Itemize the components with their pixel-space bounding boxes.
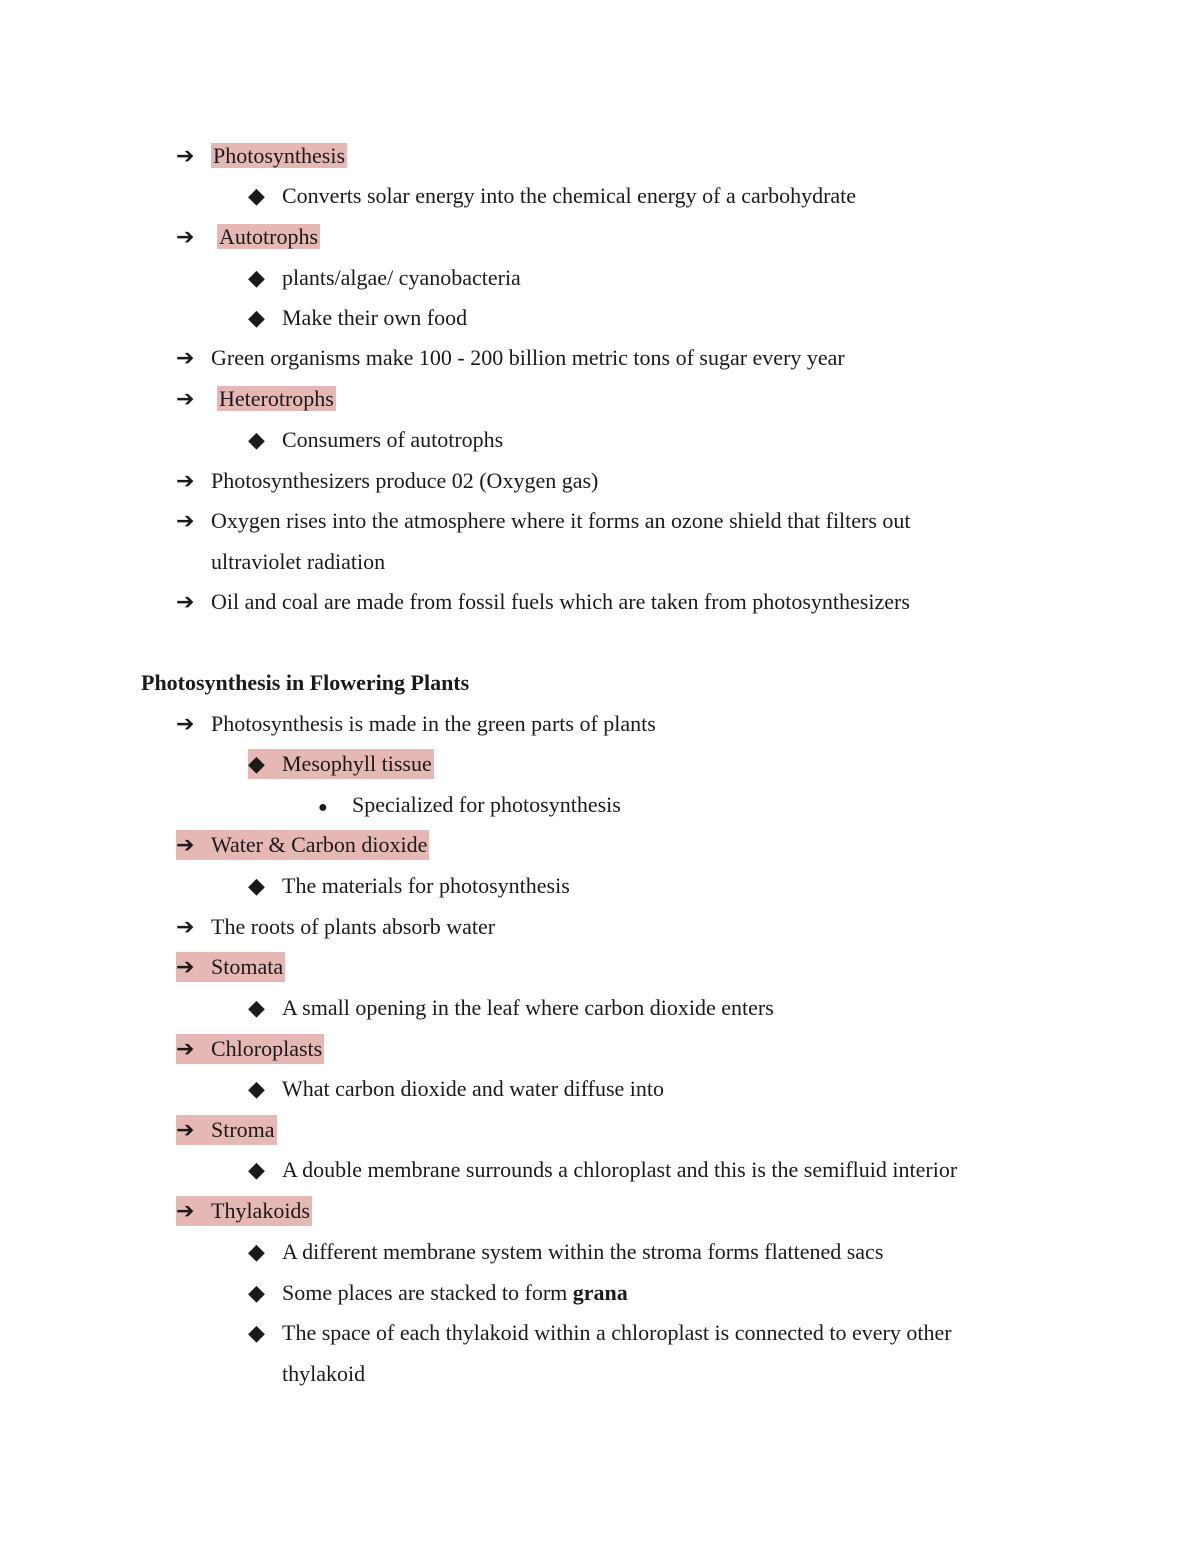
list-item [248, 871, 570, 901]
item-text: Oil and coal are made from fossil fuels which are taken from photosynthesizers [211, 589, 910, 614]
list-item [176, 709, 656, 739]
list-item [318, 790, 621, 820]
list-item [176, 506, 911, 536]
item-text: The roots of plants absorb water [211, 914, 496, 939]
list-item-photosynthesis [176, 141, 347, 171]
list-item [176, 343, 845, 373]
diamond-icon: ◆ [248, 427, 265, 452]
arrow-icon: ➔ [176, 508, 195, 533]
arrow-icon: ➔ [176, 711, 195, 736]
item-text: Photosynthesis is made in the green parts of plants [211, 711, 656, 736]
list-item [248, 1074, 664, 1104]
arrow-icon: ➔ [176, 143, 195, 168]
diamond-icon: ◆ [248, 1157, 265, 1182]
item-text: A different membrane system within the stroma forms flattened sacs [282, 1239, 884, 1264]
arrow-icon: ➔ [176, 1117, 195, 1142]
arrow-icon: ➔ [176, 386, 195, 411]
item-text: A double membrane surrounds a chloroplast and this is the semifluid interior [282, 1157, 958, 1182]
list-item-thylakoids [176, 1196, 312, 1226]
list-item [248, 1155, 957, 1185]
item-text: Consumers of autotrophs [282, 427, 504, 452]
list-item [248, 263, 521, 293]
list-item [248, 303, 467, 333]
item-text: Make their own food [282, 305, 468, 330]
list-item-chloroplasts [176, 1034, 324, 1064]
list-item-continuation: thylakoid [282, 1361, 366, 1386]
item-text: The space of each thylakoid within a chloroplast is connected to every other [282, 1320, 952, 1345]
list-item [248, 181, 856, 211]
list-item-mesophyll [248, 749, 434, 779]
item-text: Specialized for photosynthesis [352, 792, 621, 817]
highlight-row [176, 952, 285, 982]
highlight-row [176, 830, 429, 860]
diamond-icon: ◆ [248, 751, 265, 776]
item-text: The materials for photosynthesis [282, 873, 570, 898]
list-item [248, 1278, 628, 1308]
diamond-icon: ◆ [248, 305, 265, 330]
arrow-icon: ➔ [176, 345, 195, 370]
highlight-row [176, 1115, 277, 1145]
item-text: Photosynthesizers produce 02 (Oxygen gas) [211, 468, 599, 493]
list-item [248, 1318, 952, 1348]
item-text: plants/algae/ cyanobacteria [282, 265, 521, 290]
list-item-water-co2 [176, 830, 429, 860]
diamond-icon: ◆ [248, 265, 265, 290]
term-water-co2: Water & Carbon dioxide [211, 832, 428, 857]
list-item [248, 993, 774, 1023]
arrow-icon: ➔ [176, 224, 195, 249]
diamond-icon: ◆ [248, 1239, 265, 1264]
list-item-continuation: ultraviolet radiation [211, 549, 386, 574]
item-text: Green organisms make 100 - 200 billion metric tons of sugar every year [211, 345, 845, 370]
diamond-icon: ◆ [248, 995, 265, 1020]
highlight-row [176, 1034, 324, 1064]
highlight-row [248, 749, 434, 779]
bullet-icon: ● [318, 799, 328, 816]
term-autotrophs: Autotrophs [219, 224, 318, 249]
term-chloroplasts: Chloroplasts [211, 1036, 323, 1061]
list-item-autotrophs [176, 222, 320, 252]
diamond-icon: ◆ [248, 873, 265, 898]
diamond-icon: ◆ [248, 1076, 265, 1101]
list-item [176, 912, 495, 942]
arrow-icon: ➔ [176, 1036, 195, 1061]
highlight-row [176, 1196, 312, 1226]
list-item-stroma [176, 1115, 277, 1145]
term-stroma: Stroma [211, 1117, 275, 1142]
term-grana: grana [572, 1280, 628, 1305]
list-item [248, 425, 503, 455]
item-text: Converts solar energy into the chemical energy of a carbohydrate [282, 183, 857, 208]
section-heading: Photosynthesis in Flowering Plants [141, 670, 470, 695]
arrow-icon: ➔ [176, 468, 195, 493]
term-thylakoids: Thylakoids [211, 1198, 310, 1223]
arrow-icon: ➔ [176, 954, 195, 979]
item-text: A small opening in the leaf where carbon dioxide enters [282, 995, 774, 1020]
arrow-icon: ➔ [176, 589, 195, 614]
diamond-icon: ◆ [248, 183, 265, 208]
term-mesophyll: Mesophyll tissue [282, 751, 432, 776]
list-item [248, 1237, 883, 1267]
term-photosynthesis: Photosynthesis [213, 143, 346, 168]
list-item [176, 466, 598, 496]
arrow-icon: ➔ [176, 832, 195, 857]
term-heterotrophs: Heterotrophs [219, 386, 334, 411]
arrow-icon: ➔ [176, 1198, 195, 1223]
list-item [176, 587, 910, 617]
arrow-icon: ➔ [176, 914, 195, 939]
item-text: Some places are stacked to form [282, 1280, 573, 1305]
list-item-stomata [176, 952, 285, 982]
diamond-icon: ◆ [248, 1320, 265, 1345]
item-text: What carbon dioxide and water diffuse into [282, 1076, 665, 1101]
list-item-heterotrophs [176, 384, 336, 414]
diamond-icon: ◆ [248, 1280, 265, 1305]
term-stomata: Stomata [211, 954, 284, 979]
item-text: Oxygen rises into the atmosphere where it forms an ozone shield that filters out [211, 508, 911, 533]
